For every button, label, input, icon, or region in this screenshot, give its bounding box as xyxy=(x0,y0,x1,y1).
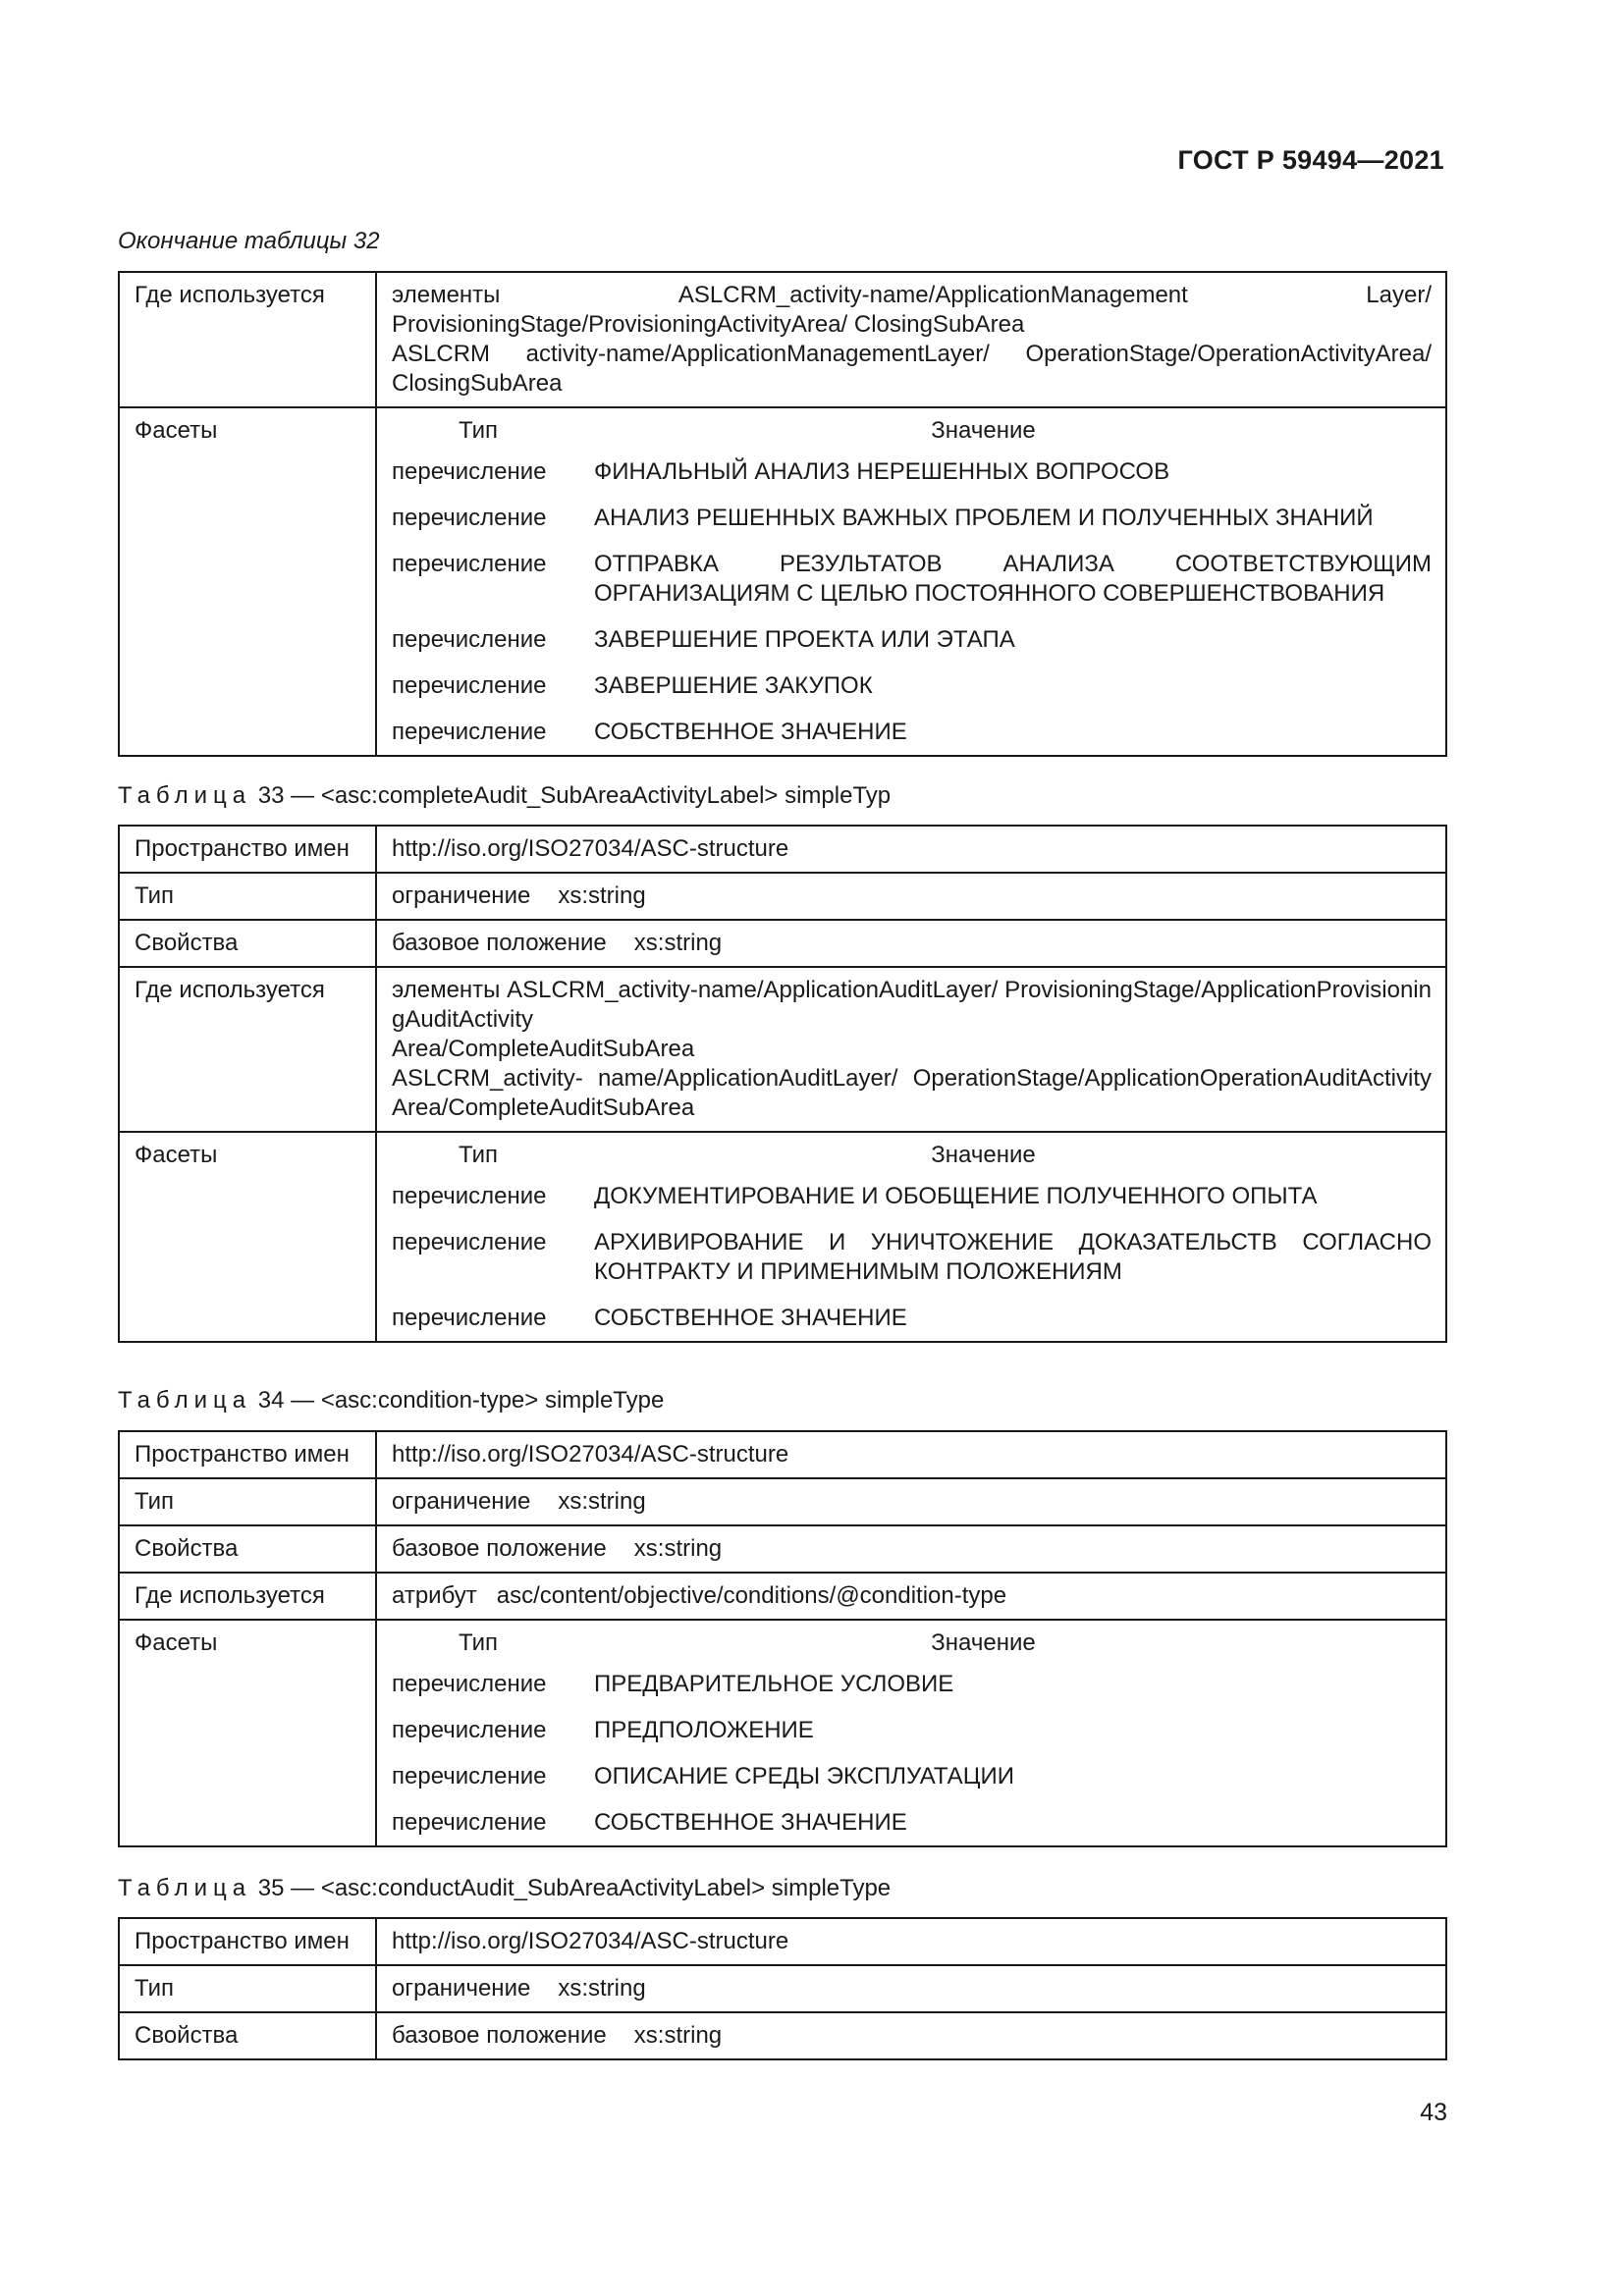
namespace-label: Пространство имен xyxy=(119,1431,376,1478)
table-caption-title: 35 — <asc:conductAudit_SubAreaActivityLabel> simpleType xyxy=(257,1875,892,1901)
facets-label: Фасеты xyxy=(119,1620,376,1846)
facet-row xyxy=(392,1808,1432,1838)
table-32 xyxy=(118,271,1447,757)
table-caption-title: 34 — <asc:condition-type> simpleType xyxy=(257,1387,665,1414)
where-used-path: asc/content/objective/conditions/@condition-type xyxy=(496,1582,1007,1609)
facet-type: перечисление xyxy=(392,505,547,531)
namespace-label: Пространство имен xyxy=(119,826,376,873)
where-used-label: Где используется xyxy=(119,967,376,1132)
table-row xyxy=(119,826,1446,873)
type-value xyxy=(376,1478,1446,1525)
table-caption-title: 33 — <asc:completeAudit_SubAreaActivityLabel> simpleTyp xyxy=(257,782,892,809)
type-kind: ограничение xyxy=(392,882,531,909)
properties-value xyxy=(376,1525,1446,1573)
type-label: Тип xyxy=(119,1965,376,2012)
facet-row xyxy=(392,625,1432,655)
facet-type: перечисление xyxy=(392,1763,547,1789)
facet-type: перечисление xyxy=(392,551,547,577)
table-34 xyxy=(118,1430,1447,1847)
facet-type: перечисление xyxy=(392,1717,547,1743)
table-row xyxy=(119,2012,1446,2059)
namespace-value: http://iso.org/ISO27034/ASC-structure xyxy=(376,1918,1446,1965)
table-32-caption: Окончание таблицы 32 xyxy=(118,228,380,254)
facet-row xyxy=(392,1304,1432,1333)
where-used-label: Где используется xyxy=(119,1573,376,1620)
document-standard-number: ГОСТ Р 59494—2021 xyxy=(1177,145,1444,175)
where-used-line: Area/CompleteAuditSubArea xyxy=(392,1036,695,1062)
type-base: xs:string xyxy=(558,882,646,909)
properties-base: xs:string xyxy=(633,2022,723,2049)
table-row xyxy=(119,1965,1446,2012)
where-used-value xyxy=(376,967,1446,1132)
table-row xyxy=(119,407,1446,756)
table-row xyxy=(119,967,1446,1132)
facets-value-header: Значение xyxy=(931,417,1036,444)
properties-label: Свойства xyxy=(119,920,376,967)
type-value xyxy=(376,873,1446,920)
type-base: xs:string xyxy=(558,1975,646,2002)
facet-type: перечисление xyxy=(392,719,547,745)
where-used-line: ASLCRM activity-name/ApplicationManagementLayer/ OperationStage/OperationActivityArea/ ClosingSubArea xyxy=(392,341,1432,397)
table-row xyxy=(119,1478,1446,1525)
facet-row xyxy=(392,1716,1432,1745)
facet-value: ПРЕДВАРИТЕЛЬНОЕ УСЛОВИЕ xyxy=(594,1671,954,1697)
facet-type: перечисление xyxy=(392,1183,547,1209)
facet-row xyxy=(392,1670,1432,1699)
table-35-caption xyxy=(118,1875,891,1902)
facet-row xyxy=(392,550,1432,609)
facets-cell xyxy=(376,407,1446,756)
properties-label: Свойства xyxy=(119,1525,376,1573)
facets-label: Фасеты xyxy=(119,407,376,756)
facet-value: ОПИСАНИЕ СРЕДЫ ЭКСПЛУАТАЦИИ xyxy=(594,1763,1014,1789)
facet-value: АРХИВИРОВАНИЕ И УНИЧТОЖЕНИЕ ДОКАЗАТЕЛЬСТВ СОГЛАСНО КОНТРАКТУ И ПРИМЕНИМЫМ ПОЛОЖЕНИЯМ xyxy=(594,1229,1432,1285)
type-base: xs:string xyxy=(558,1488,646,1515)
facet-type: перечисление xyxy=(392,672,547,699)
namespace-value: http://iso.org/ISO27034/ASC-structure xyxy=(376,1431,1446,1478)
facet-type: перечисление xyxy=(392,1229,547,1255)
table-row xyxy=(119,873,1446,920)
properties-kind: базовое положение xyxy=(392,2022,607,2049)
facet-row xyxy=(392,671,1432,701)
table-row xyxy=(119,920,1446,967)
type-label: Тип xyxy=(119,1478,376,1525)
properties-value xyxy=(376,2012,1446,2059)
facet-value: СОБСТВЕННОЕ ЗНАЧЕНИЕ xyxy=(594,719,907,745)
properties-base: xs:string xyxy=(633,930,723,956)
facet-type: перечисление xyxy=(392,1305,547,1331)
table-row xyxy=(119,272,1446,407)
facet-value: ЗАВЕРШЕНИЕ ПРОЕКТА ИЛИ ЭТАПА xyxy=(594,626,1015,653)
table-row xyxy=(119,1918,1446,1965)
properties-kind: базовое положение xyxy=(392,1535,607,1562)
table-row xyxy=(119,1620,1446,1846)
facet-value: ПРЕДПОЛОЖЕНИЕ xyxy=(594,1717,814,1743)
table-row xyxy=(119,1132,1446,1342)
where-used-label: Где используется xyxy=(119,272,376,407)
table-row xyxy=(119,1525,1446,1573)
facet-type: перечисление xyxy=(392,458,547,485)
type-value xyxy=(376,1965,1446,2012)
properties-kind: базовое положение xyxy=(392,930,607,956)
where-used-kind: атрибут xyxy=(392,1582,477,1609)
type-kind: ограничение xyxy=(392,1975,531,2002)
facets-value-header: Значение xyxy=(931,1629,1036,1656)
facets-cell xyxy=(376,1620,1446,1846)
facet-value: АНАЛИЗ РЕШЕННЫХ ВАЖНЫХ ПРОБЛЕМ И ПОЛУЧЕННЫХ ЗНАНИЙ xyxy=(594,505,1374,531)
properties-base: xs:string xyxy=(633,1535,723,1562)
table-35 xyxy=(118,1917,1447,2060)
properties-value xyxy=(376,920,1446,967)
where-used-line: ASLCRM_activity- name/ApplicationAuditLayer/ OperationStage/ApplicationOperationAuditActivity Area/CompleteAuditSubArea xyxy=(392,1065,1432,1121)
facet-row xyxy=(392,1228,1432,1287)
table-caption-word: Таблица xyxy=(118,1387,252,1414)
facet-row xyxy=(392,457,1432,487)
facets-type-header: Тип xyxy=(459,1629,499,1656)
type-label: Тип xyxy=(119,873,376,920)
table-34-caption xyxy=(118,1387,664,1415)
facet-row xyxy=(392,718,1432,747)
facet-row xyxy=(392,504,1432,533)
facets-type-header: Тип xyxy=(459,1142,499,1168)
page-number: 43 xyxy=(1420,2099,1447,2126)
where-used-line: элементы ASLCRM_activity-name/ApplicationManagement Layer/ ProvisioningStage/ProvisioningActivityArea/ ClosingSubArea xyxy=(392,282,1432,338)
facets-type-header: Тип xyxy=(459,417,499,444)
where-used-value xyxy=(376,1573,1446,1620)
facet-value: СОБСТВЕННОЕ ЗНАЧЕНИЕ xyxy=(594,1305,907,1331)
where-used-line: элементы ASLCRM_activity-name/ApplicationAuditLayer/ ProvisioningStage/ApplicationProvisioningAuditActivity xyxy=(392,977,1432,1033)
facet-value: ЗАВЕРШЕНИЕ ЗАКУПОК xyxy=(594,672,873,699)
facet-value: ДОКУМЕНТИРОВАНИЕ И ОБОБЩЕНИЕ ПОЛУЧЕННОГО ОПЫТА xyxy=(594,1183,1318,1209)
type-kind: ограничение xyxy=(392,1488,531,1515)
facet-row xyxy=(392,1762,1432,1791)
facet-row xyxy=(392,1182,1432,1211)
facets-value-header: Значение xyxy=(931,1142,1036,1168)
table-row xyxy=(119,1573,1446,1620)
facet-type: перечисление xyxy=(392,1671,547,1697)
facet-type: перечисление xyxy=(392,626,547,653)
table-caption-word: Таблица xyxy=(118,1875,252,1901)
table-33-caption xyxy=(118,782,891,810)
facets-label: Фасеты xyxy=(119,1132,376,1342)
facet-value: ОТПРАВКА РЕЗУЛЬТАТОВ АНАЛИЗА СООТВЕТСТВУЮЩИМ ОРГАНИЗАЦИЯМ С ЦЕЛЬЮ ПОСТОЯННОГО СОВЕРШЕНСТВОВАНИЯ xyxy=(594,551,1432,607)
facets-cell xyxy=(376,1132,1446,1342)
facet-value: СОБСТВЕННОЕ ЗНАЧЕНИЕ xyxy=(594,1809,907,1836)
table-row xyxy=(119,1431,1446,1478)
namespace-value: http://iso.org/ISO27034/ASC-structure xyxy=(376,826,1446,873)
facet-value: ФИНАЛЬНЫЙ АНАЛИЗ НЕРЕШЕННЫХ ВОПРОСОВ xyxy=(594,458,1170,485)
table-33 xyxy=(118,825,1447,1343)
where-used-value xyxy=(376,272,1446,407)
namespace-label: Пространство имен xyxy=(119,1918,376,1965)
properties-label: Свойства xyxy=(119,2012,376,2059)
table-caption-word: Таблица xyxy=(118,782,252,809)
facet-type: перечисление xyxy=(392,1809,547,1836)
